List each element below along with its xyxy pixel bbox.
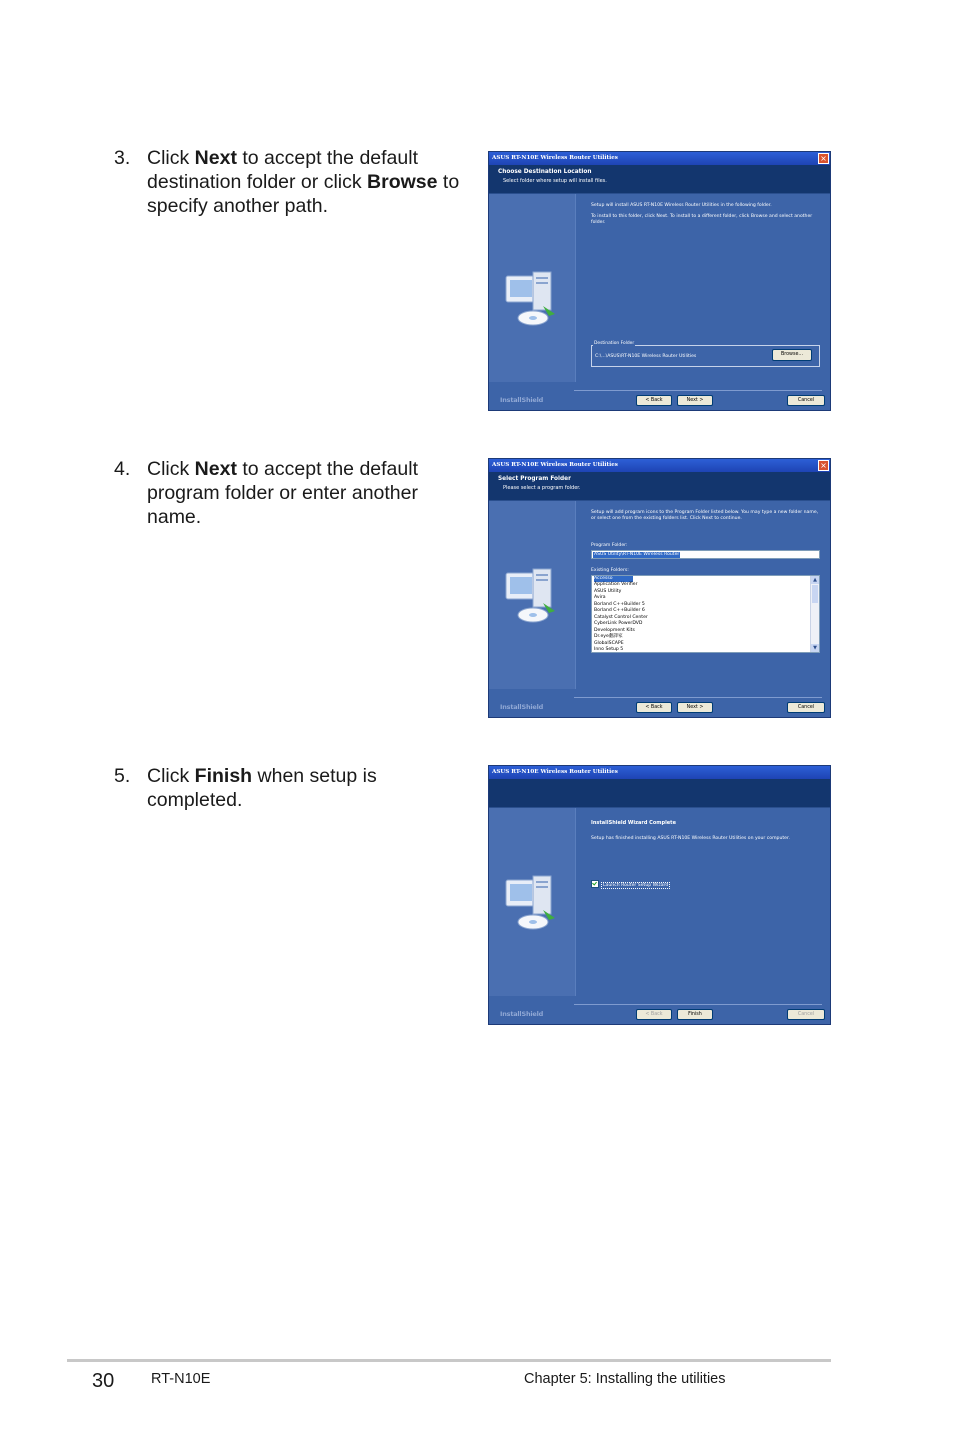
list-item[interactable]: ASUS Utility: [594, 588, 622, 594]
program-folder-window: [488, 458, 831, 718]
installshield-brand: InstallShield: [500, 703, 544, 711]
wizard-side-panel: [489, 194, 576, 384]
wizard-header: [489, 165, 830, 193]
cancel-button[interactable]: Cancel: [787, 395, 825, 406]
wizard-footer: [489, 996, 830, 1024]
wizard-footer: [489, 689, 830, 717]
wizard-heading: Choose Destination Location: [498, 169, 592, 175]
wizard-side-panel: [489, 501, 576, 691]
close-icon[interactable]: ×: [818, 460, 829, 471]
program-folder-value: ASUS Utility\RT-N10E Wireless Router: [594, 552, 680, 557]
checkbox-checked[interactable]: [591, 880, 599, 888]
wizard-complete-window: [488, 765, 831, 1025]
step-text: Click Next to accept the default program folder or enter another name.: [147, 458, 418, 528]
program-folder-label: Program Folder:: [591, 543, 628, 548]
complete-heading: InstallShield Wizard Complete: [591, 820, 676, 826]
footer-divider: [574, 1004, 822, 1005]
step-text: Click Finish when setup is completed.: [147, 765, 377, 811]
cancel-button[interactable]: Cancel: [787, 1009, 825, 1020]
next-keyword: Next: [194, 147, 237, 169]
scroll-down-icon[interactable]: ▼: [811, 644, 819, 652]
installshield-brand: InstallShield: [500, 396, 544, 404]
window-titlebar: [489, 766, 830, 779]
wizard-header: [489, 472, 830, 500]
list-item[interactable]: GlobalSCAPE: [594, 640, 624, 646]
footer-divider: [574, 697, 822, 698]
existing-folders-label: Existing Folders:: [591, 568, 629, 573]
wizard-body: [591, 820, 823, 847]
body-text: Setup will install ASUS RT-N10E Wireless Router Utilities in the following folder.: [591, 203, 772, 208]
launch-wizard-label: Launch Router Setup Wizard: [603, 882, 669, 888]
wizard-subheading: Please select a program folder.: [503, 485, 581, 491]
list-item[interactable]: Inno Setup 5: [594, 647, 624, 652]
list-item[interactable]: Accesso: [594, 576, 633, 582]
list-item[interactable]: CyberLink PowerDVD: [594, 621, 643, 626]
window-title: ASUS RT-N10E Wireless Router Utilities: [492, 155, 618, 161]
back-button[interactable]: < Back: [636, 395, 672, 406]
launch-wizard-option[interactable]: [591, 880, 670, 888]
list-item[interactable]: Avira: [594, 595, 606, 600]
next-button[interactable]: Next >: [677, 395, 713, 406]
body-text: To install to this folder, click Next. To install to a different folder, click Browse and select another folder.: [591, 214, 813, 226]
program-folder-input[interactable]: [591, 550, 820, 559]
step-text: Click Next to accept the default destination folder or click Browse to specify another path.: [147, 147, 460, 217]
finish-button[interactable]: Finish: [677, 1009, 713, 1020]
list-item[interactable]: Dr.eye翻譯家: [594, 634, 623, 639]
back-button[interactable]: < Back: [636, 702, 672, 713]
destination-path: C:\...\ASUS\RT-N10E Wireless Router Utilities: [595, 354, 697, 359]
list-item[interactable]: Borland C++Builder 5: [594, 601, 645, 607]
computer-setup-icon: [503, 872, 563, 934]
step-number: 4.: [114, 458, 131, 480]
back-button[interactable]: < Back: [636, 1009, 672, 1020]
wizard-heading: Select Program Folder: [498, 476, 571, 482]
wizard-footer: [489, 382, 830, 410]
wizard-body: [591, 203, 823, 232]
window-titlebar: [489, 152, 830, 165]
next-keyword: Next: [194, 458, 237, 480]
browse-button[interactable]: Browse...: [772, 349, 812, 361]
computer-setup-icon: [503, 565, 563, 627]
model-name: RT-N10E: [151, 1371, 211, 1387]
wizard-side-panel: [489, 808, 576, 998]
body-text: Setup will add program icons to the Program Folder listed below. You may type a new folder name, or select one from the existing folders list. Click Next to continue.: [591, 510, 819, 522]
footer-divider: [574, 390, 822, 391]
page-number: 30: [92, 1370, 115, 1392]
body-text: Setup has finished installing ASUS RT-N10E Wireless Router Utilities on your computer.: [591, 836, 790, 842]
list-item[interactable]: Application Verifier: [594, 582, 638, 587]
installshield-brand: InstallShield: [500, 1010, 544, 1018]
step-number: 5.: [114, 765, 131, 787]
finish-keyword: Finish: [194, 765, 253, 787]
window-title: ASUS RT-N10E Wireless Router Utilities: [492, 769, 618, 775]
list-item[interactable]: Development Kits: [594, 627, 635, 633]
browse-keyword: Browse: [367, 171, 438, 193]
close-icon[interactable]: ×: [818, 153, 829, 164]
list-item[interactable]: Borland C++Builder 6: [594, 608, 645, 613]
next-button[interactable]: Next >: [677, 702, 713, 713]
window-title: ASUS RT-N10E Wireless Router Utilities: [492, 462, 618, 468]
list-scrollbar[interactable]: [810, 576, 819, 652]
list-item[interactable]: Catalyst Control Center: [594, 614, 648, 620]
footer-rule: [67, 1359, 831, 1362]
destination-location-window: [488, 151, 831, 411]
computer-setup-icon: [503, 268, 563, 330]
step-number: 3.: [114, 147, 131, 169]
scroll-thumb[interactable]: [812, 585, 818, 603]
wizard-body: [591, 510, 823, 527]
cancel-button[interactable]: Cancel: [787, 702, 825, 713]
step-4-instruction: [114, 457, 474, 532]
window-titlebar: [489, 459, 830, 472]
wizard-subheading: Select folder where setup will install files.: [503, 178, 607, 184]
scroll-up-icon[interactable]: ▲: [811, 576, 819, 584]
existing-folders-list[interactable]: [591, 575, 820, 653]
chapter-title: Chapter 5: Installing the utilities: [524, 1371, 726, 1387]
destination-folder-label: Destination Folder: [594, 341, 635, 346]
wizard-header: [489, 779, 830, 807]
step-5-instruction: [114, 764, 474, 814]
step-3-instruction: [114, 146, 474, 221]
